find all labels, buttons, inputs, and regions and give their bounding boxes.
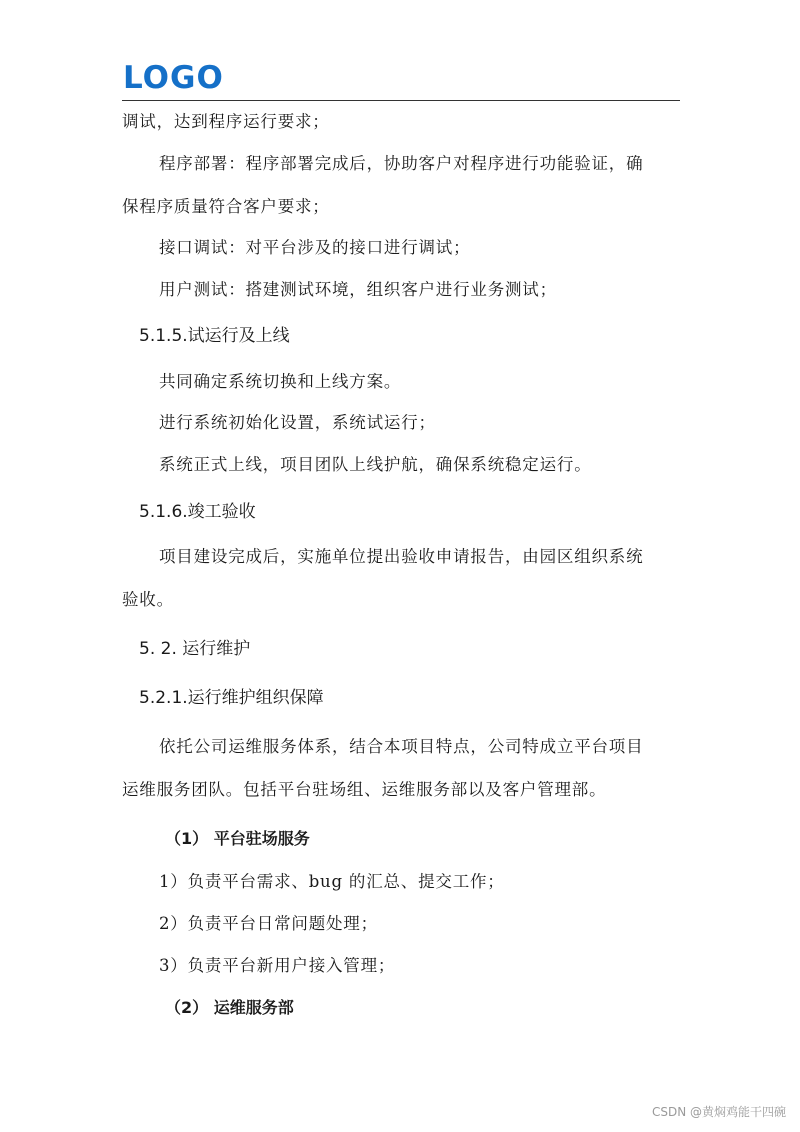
section-heading-516: 5.1.6.竣工验收 <box>139 502 256 522</box>
paragraph-line: 依托公司运维服务体系，结合本项目特点，公司特成立平台项目 <box>159 737 644 756</box>
section-heading-515: 5.1.5.试运行及上线 <box>139 326 290 346</box>
paragraph-line: 运维服务团队。包括平台驻场组、运维服务部以及客户管理部。 <box>122 780 607 799</box>
section-heading-52: 5. 2. 运行维护 <box>139 639 251 659</box>
subsection-title-2: （2） 运维服务部 <box>165 998 294 1017</box>
watermark: CSDN @黄焖鸡能干四碗 <box>651 1105 786 1119</box>
paragraph-line: 调试，达到程序运行要求； <box>122 112 330 131</box>
logo: LOGO <box>123 60 224 96</box>
paragraph-line: 项目建设完成后，实施单位提出验收申请报告，由园区组织系统 <box>159 547 644 566</box>
header-divider <box>122 100 680 101</box>
subsection-title-1: （1） 平台驻场服务 <box>165 829 310 848</box>
paragraph-line: 系统正式上线，项目团队上线护航，确保系统稳定运行。 <box>159 455 592 474</box>
paragraph-line: 程序部署：程序部署完成后，协助客户对程序进行功能验证，确 <box>159 154 644 173</box>
paragraph-line: 共同确定系统切换和上线方案。 <box>159 372 402 391</box>
list-item: 2）负责平台日常问题处理； <box>159 914 378 933</box>
paragraph-line: 接口调试：对平台涉及的接口进行调试； <box>159 238 471 257</box>
paragraph-line: 保程序质量符合客户要求； <box>122 197 330 216</box>
paragraph-line: 进行系统初始化设置，系统试运行； <box>159 413 436 432</box>
paragraph-line: 用户测试：搭建测试环境，组织客户进行业务测试； <box>159 280 557 299</box>
paragraph-line: 验收。 <box>122 590 174 609</box>
section-heading-521: 5.2.1.运行维护组织保障 <box>139 688 324 708</box>
list-item: 1）负责平台需求、bug 的汇总、提交工作； <box>159 872 505 891</box>
list-item: 3）负责平台新用户接入管理； <box>159 956 396 975</box>
